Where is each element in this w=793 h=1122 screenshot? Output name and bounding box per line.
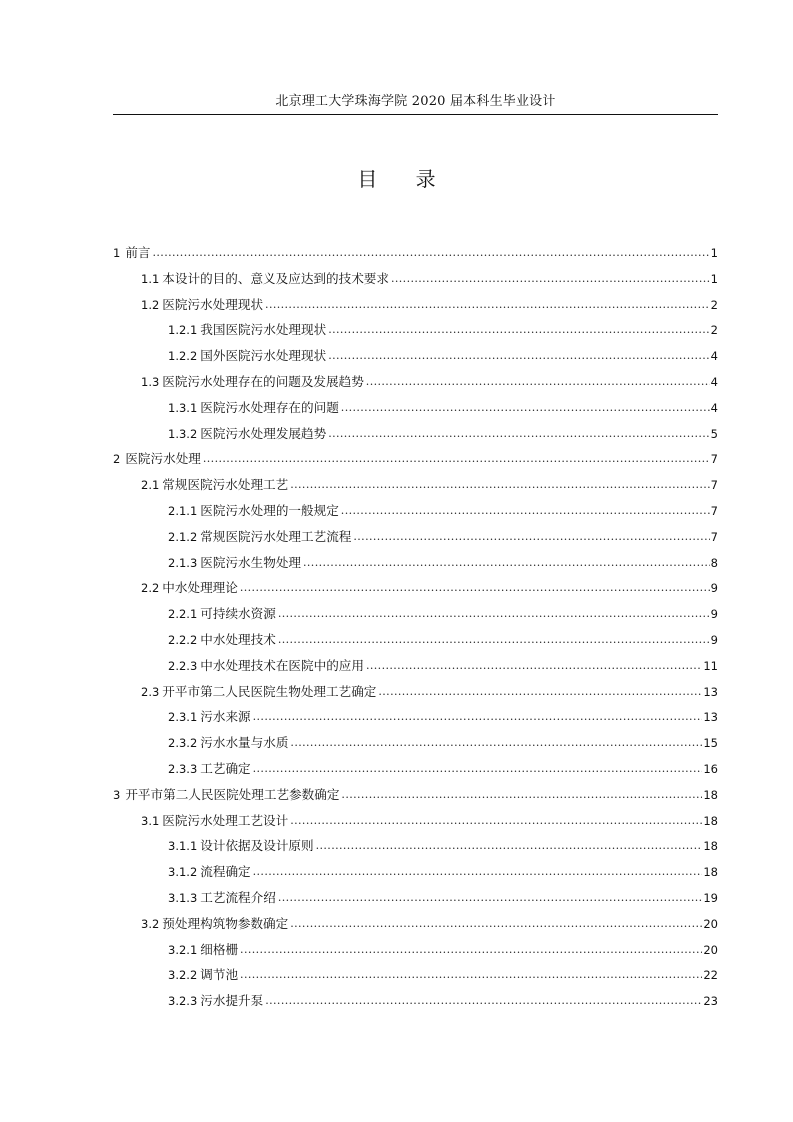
toc-entry-number: 3.2.3 [168, 994, 198, 1009]
toc-entry-title: 开平市第二人民医院处理工艺参数确定 [125, 786, 340, 802]
toc-entry-page: 18 [703, 787, 718, 802]
toc-entry-number: 2.1 [141, 478, 160, 493]
toc-dot-leader [240, 575, 710, 601]
toc-entry-page: 18 [703, 813, 718, 828]
toc-entry-title: 医院污水处理发展趋势 [200, 425, 327, 441]
toc-dot-leader [203, 446, 710, 472]
toc-entry-page: 4 [710, 400, 718, 415]
toc-title: 目 录 [357, 167, 452, 191]
toc-entry-number: 1.2.2 [168, 349, 198, 364]
toc-entry-title: 常规医院污水处理工艺 [162, 477, 289, 493]
toc-entry[interactable] [113, 343, 718, 369]
toc-entry[interactable] [113, 859, 718, 885]
toc-entry-page: 2 [710, 297, 718, 312]
toc-entry-number: 2 [113, 452, 121, 467]
toc-entry-number: 3 [113, 787, 121, 802]
toc-entry-number: 1.3.2 [168, 426, 198, 441]
toc-dot-leader [328, 317, 709, 343]
toc-entry[interactable] [113, 937, 718, 963]
toc-entry-number: 2.3.3 [168, 761, 198, 776]
toc-dot-leader [265, 988, 702, 1014]
toc-entry-page: 1 [710, 271, 718, 286]
toc-entry[interactable] [113, 601, 718, 627]
toc-entry-page: 8 [710, 555, 718, 570]
toc-entry-number: 1.2 [141, 297, 160, 312]
toc-dot-leader [253, 859, 703, 885]
toc-entry-title: 预处理构筑物参数确定 [162, 915, 289, 931]
toc-entry-title: 细格栅 [200, 941, 239, 957]
toc-entry-title: 我国医院污水处理现状 [200, 322, 327, 338]
toc-dot-leader [240, 962, 702, 988]
toc-entry[interactable] [113, 266, 718, 292]
toc-entry-title: 开平市第二人民医院生物处理工艺确定 [162, 683, 377, 699]
toc-entry-page: 1 [710, 246, 718, 260]
toc-entry-number: 3.2.1 [168, 942, 198, 957]
toc-entry-title: 常规医院污水处理工艺流程 [200, 528, 352, 544]
toc-entry-number: 2.2.2 [168, 632, 198, 647]
toc-entry-page: 9 [710, 632, 718, 647]
toc-entry[interactable] [113, 627, 718, 653]
toc-entry[interactable] [113, 730, 718, 756]
toc-entry-page: 11 [703, 658, 718, 673]
toc-dot-leader [253, 756, 703, 782]
toc-entry[interactable] [113, 808, 718, 834]
toc-entry[interactable] [113, 369, 718, 395]
toc-entry-title: 中水处理技术在医院中的应用 [200, 657, 364, 673]
toc-entry[interactable] [113, 756, 718, 782]
toc-entry-number: 1.1 [141, 271, 160, 286]
toc-entry[interactable] [113, 833, 718, 859]
toc-entry[interactable] [113, 885, 718, 911]
toc-entry[interactable] [113, 395, 718, 421]
toc-dot-leader [290, 808, 702, 834]
toc-entry-number: 3.1 [141, 813, 160, 828]
toc-entry-page: 18 [703, 865, 718, 880]
toc-dot-leader [328, 343, 709, 369]
toc-dot-leader [265, 292, 710, 318]
toc-entry-number: 2.2.1 [168, 607, 198, 622]
header-rule [113, 114, 718, 115]
toc-entry-page: 2 [710, 323, 718, 338]
toc-entry-title: 污水水量与水质 [200, 735, 289, 751]
toc-entry-number: 2.1.2 [168, 529, 198, 544]
toc-entry-title: 中水处理理论 [162, 580, 238, 596]
toc-entry-page: 20 [703, 916, 718, 931]
toc-entry-page: 4 [710, 374, 718, 389]
toc-entry-number: 3.2.2 [168, 968, 198, 983]
toc-dot-leader [278, 885, 703, 911]
toc-dot-leader [290, 730, 702, 756]
toc-dot-leader [366, 653, 702, 679]
toc-entry[interactable] [113, 472, 718, 498]
toc-entry-page: 23 [703, 994, 718, 1009]
toc-entry-number: 2.1.3 [168, 555, 198, 570]
toc-entry-title: 医院污水处理存在的问题及发展趋势 [162, 373, 364, 389]
toc-entry-title: 本设计的目的、意义及应达到的技术要求 [162, 270, 389, 286]
toc-entry-title: 工艺确定 [200, 760, 251, 776]
toc-entry-page: 15 [703, 736, 718, 751]
toc-entry[interactable] [113, 782, 718, 808]
toc-dot-leader [341, 395, 710, 421]
toc-entry[interactable] [113, 421, 718, 447]
toc-entry-title: 前言 [125, 245, 151, 260]
toc-entry-page: 13 [703, 684, 718, 699]
toc-entry-number: 3.1.2 [168, 865, 198, 880]
toc-entry-page: 22 [703, 968, 718, 983]
toc-entry-title: 调节池 [200, 967, 239, 983]
toc-entry-title: 医院污水处理现状 [162, 296, 264, 312]
toc-entry-page: 4 [710, 349, 718, 364]
toc-entry-title: 工艺流程介绍 [200, 889, 276, 905]
toc-dot-leader [240, 937, 702, 963]
toc-entry[interactable] [113, 988, 718, 1014]
toc-entry-number: 3.2 [141, 916, 160, 931]
toc-entry-page: 20 [703, 942, 718, 957]
toc-entry[interactable] [113, 292, 718, 318]
toc-dot-leader [391, 266, 710, 292]
toc-dot-leader [153, 240, 710, 266]
toc-entry-number: 2.3.1 [168, 710, 198, 725]
toc-dot-leader [366, 369, 710, 395]
toc-entry-title: 流程确定 [200, 864, 251, 880]
toc-entry-page: 19 [703, 890, 718, 905]
toc-dot-leader [290, 911, 702, 937]
toc-entry-number: 2.2 [141, 581, 160, 596]
toc-entry-number: 2.3.2 [168, 736, 198, 751]
toc-entry-page: 7 [710, 503, 718, 518]
toc-entry[interactable] [113, 575, 718, 601]
toc-entry[interactable] [113, 446, 718, 472]
toc-entry-title: 污水来源 [200, 709, 251, 725]
toc-entry-page: 9 [710, 581, 718, 596]
toc-dot-leader [303, 550, 710, 576]
toc-entry-number: 1.2.1 [168, 323, 198, 338]
toc-entry[interactable] [113, 911, 718, 937]
toc-entry[interactable] [113, 704, 718, 730]
toc-entry[interactable] [113, 524, 718, 550]
toc-entry-number: 2.1.1 [168, 503, 198, 518]
toc-entry-title: 医院污水处理工艺设计 [162, 812, 289, 828]
toc-entry[interactable] [113, 498, 718, 524]
toc-entry-title: 中水处理技术 [200, 631, 276, 647]
toc-entry[interactable] [113, 962, 718, 988]
toc-entry-title: 污水提升泵 [200, 993, 264, 1009]
toc-entry-page: 5 [710, 426, 718, 441]
toc-entry[interactable] [113, 240, 718, 266]
toc-entry-page: 9 [710, 607, 718, 622]
toc-entry[interactable] [113, 679, 718, 705]
toc-entry-page: 13 [703, 710, 718, 725]
toc-entry-page: 18 [703, 839, 718, 854]
toc-entry-title: 医院污水处理存在的问题 [200, 399, 339, 415]
toc-dot-leader [316, 833, 703, 859]
toc-entry-title: 医院污水处理的一般规定 [200, 502, 339, 518]
toc-dot-leader [341, 782, 702, 808]
toc-entry-number: 3.1.3 [168, 890, 198, 905]
toc-entry-title: 医院污水处理 [125, 451, 201, 467]
toc-entry-number: 1 [113, 246, 121, 260]
toc-dot-leader [278, 627, 710, 653]
toc-entry-title: 医院污水生物处理 [200, 554, 302, 570]
running-header: 北京理工大学珠海学院 2020 届本科生毕业设计 [275, 94, 556, 109]
toc-dot-leader [290, 472, 709, 498]
toc-entry[interactable] [113, 653, 718, 679]
toc-entry[interactable] [113, 317, 718, 343]
table-of-contents [113, 240, 718, 1014]
toc-entry-page: 7 [710, 478, 718, 493]
toc-entry-number: 3.1.1 [168, 839, 198, 854]
toc-entry-number: 1.3.1 [168, 400, 198, 415]
toc-dot-leader [328, 421, 709, 447]
toc-dot-leader [378, 679, 702, 705]
toc-entry-title: 可持续水资源 [200, 606, 276, 622]
toc-entry[interactable] [113, 550, 718, 576]
toc-entry-page: 16 [703, 761, 718, 776]
toc-entry-page: 7 [710, 452, 718, 467]
toc-dot-leader [253, 704, 703, 730]
toc-entry-title: 国外医院污水处理现状 [200, 348, 327, 364]
toc-entry-number: 2.2.3 [168, 658, 198, 673]
toc-dot-leader [278, 601, 710, 627]
toc-entry-number: 2.3 [141, 684, 160, 699]
toc-dot-leader [353, 524, 709, 550]
toc-entry-page: 7 [710, 529, 718, 544]
toc-entry-title: 设计依据及设计原则 [200, 838, 314, 854]
toc-dot-leader [341, 498, 710, 524]
toc-entry-number: 1.3 [141, 374, 160, 389]
